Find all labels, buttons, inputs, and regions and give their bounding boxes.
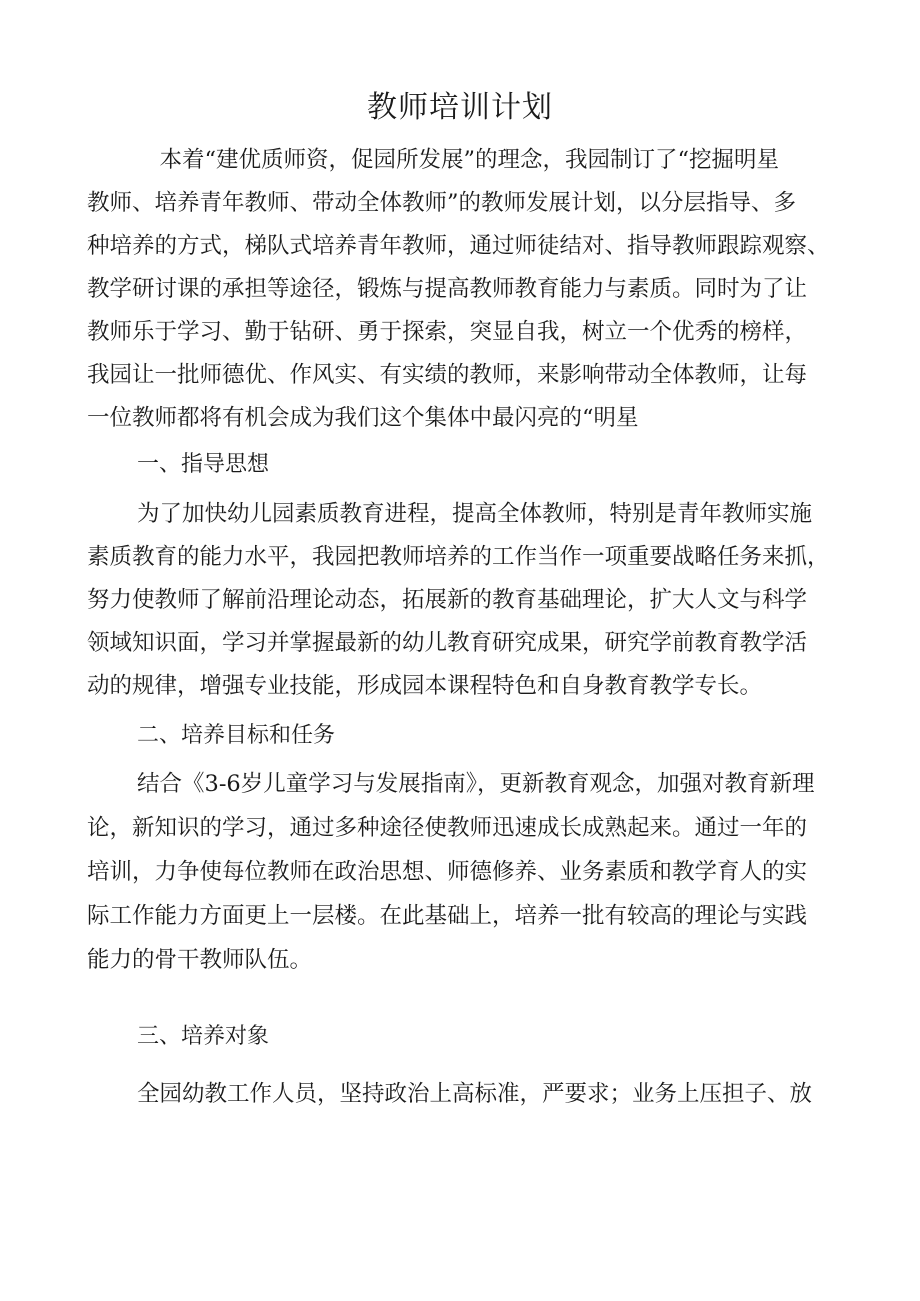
intro-line: 种培养的方式，梯队式培养青年教师，通过师徒结对、指导教师跟踪观察、 [87,233,830,259]
intro-line: 教师乐于学习、勤于钻研、勇于探索，突显自我，树立一个优秀的榜样， [87,319,808,345]
section-line: 动的规律，增强专业技能，形成园本课程特色和自身教育教学专长。 [87,673,763,699]
section-line: 领域知识面，学习并掌握最新的幼儿教育研究成果，研究学前教育教学活 [87,630,808,656]
intro-line: 教师、培养青年教师、带动全体教师”的教师发展计划，以分层指导、多 [87,190,797,216]
intro-line: 本着“建优质师资，促园所发展”的理念，我园制订了“挖掘明星 [137,147,780,173]
section-heading: 二、培养目标和任务 [137,723,336,748]
section-line: 素质教育的能力水平，我园把教师培养的工作当作一项重要战略任务来抓， [87,544,830,570]
section-line: 培训，力争使每位教师在政治思想、师德修养、业务素质和教学育人的实 [87,859,808,885]
section-line: 能力的骨干教师队伍。 [87,947,313,973]
intro-line: 一位教师都将有机会成为我们这个集体中最闪亮的“明星 [87,405,639,431]
section-line: 际工作能力方面更上一层楼。在此基础上，培养一批有较高的理论与实践 [87,903,808,929]
section-line: 为了加快幼儿园素质教育进程，提高全体教师，特别是青年教师实施 [137,501,813,527]
intro-line: 我园让一批师德优、作风实、有实绩的教师，来影响带动全体教师，让每 [87,362,808,388]
section-line: 论，新知识的学习，通过多种途径使教师迅速成长成熟起来。通过一年的 [87,815,808,841]
section-line: 努力使教师了解前沿理论动态，拓展新的教育基础理论，扩大人文与科学 [87,587,808,613]
section-line: 结合《3-6岁儿童学习与发展指南》，更新教育观念，加强对教育新理 [137,771,815,797]
intro-line: 教学研讨课的承担等途径，锻炼与提高教师教育能力与素质。同时为了让 [87,276,808,302]
section-heading: 三、培养对象 [137,1024,270,1049]
document-title: 教师培训计划 [367,90,553,125]
section-heading: 一、指导思想 [137,452,270,477]
section-line: 全园幼教工作人员，坚持政治上高标准，严要求；业务上压担子、放 [137,1081,813,1107]
